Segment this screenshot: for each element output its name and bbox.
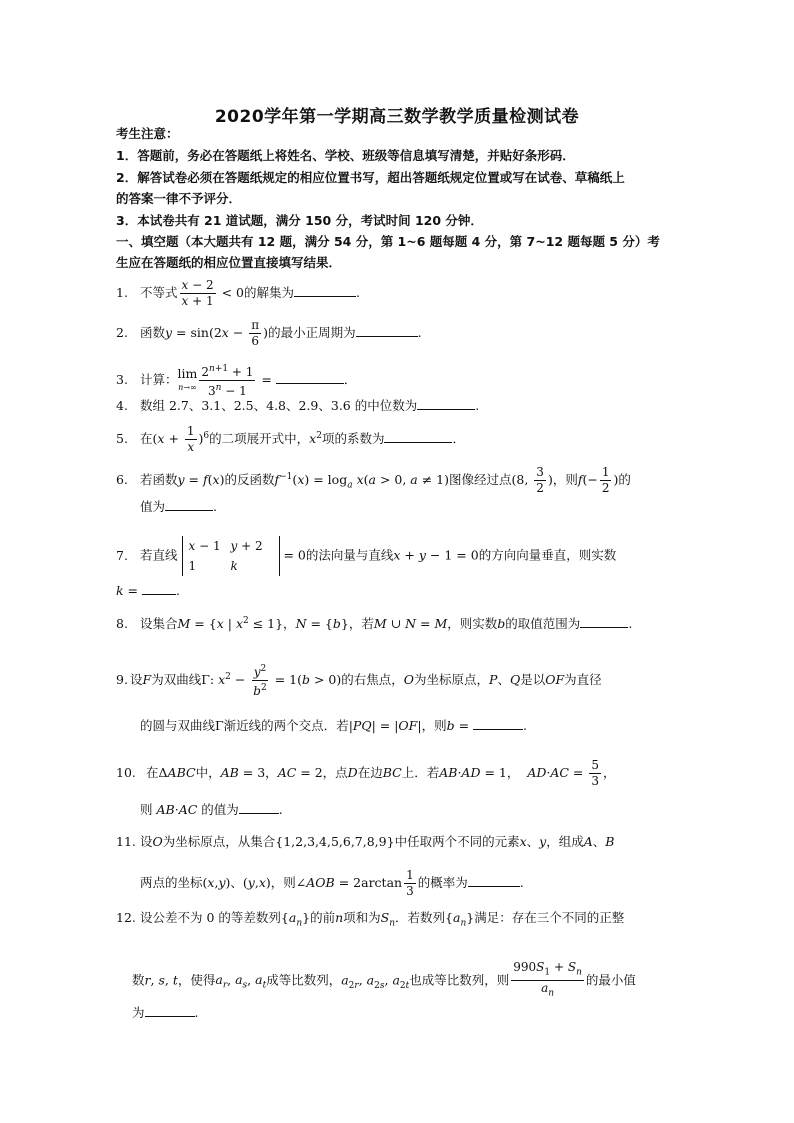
question-text: ，组成 — [546, 834, 584, 849]
question-text: 的最小正周期为 — [268, 325, 356, 340]
question-text: 的最小值 — [585, 972, 636, 988]
question-text: 上．若 — [401, 765, 440, 780]
notice-item-3: 3．本试卷共有 21 道试题，满分 150 分，考试时间 120 分钟． — [116, 213, 483, 228]
question-text: 为坐标原点，从集合 — [162, 834, 276, 849]
formula: $\frac{\pi}{6}$ — [251, 318, 260, 348]
question-text: ，则 — [552, 472, 578, 487]
formula: $\frac{1}{2}$ — [601, 465, 610, 495]
question-text: ．若数列 — [395, 910, 446, 925]
question-4: 4. 数组 2.7、3.1、2.5、4.8、2.9、3.6 的中位数为 . — [116, 396, 479, 416]
question-8: 8. 设集合M = {x | $x^2 \le 1$}，N = {b}，若M ∪ N = M，则实数b的取值范围为 . — [116, 611, 632, 634]
question-text: ，若 — [348, 616, 374, 632]
answer-blank[interactable] — [384, 429, 452, 443]
question-text: ，则 — [270, 875, 296, 890]
notice-item-1: 1．答题前，务必在答题纸上将姓名、学校、班级等信息填写清楚，并贴好条形码． — [116, 148, 575, 163]
question-number: 3. — [116, 372, 128, 387]
question-number: 12. — [116, 910, 136, 925]
answer-blank[interactable] — [294, 283, 356, 297]
question-text: 值为 — [140, 499, 166, 514]
question-text: 图像经过点 — [449, 472, 512, 487]
question-number: 1. — [116, 285, 128, 300]
question-12: 12. 设公差不为 0 的等差数列$\{a_n\}$的前n项和为$S_n$．若数列$\{a_n\}$满足：存在三个不同的正整 — [116, 910, 625, 929]
question-5: 5. 在(x + $\frac{1}{x}$ )$^6$的二项展开式中，$x^2$项的系数为 ． — [116, 424, 465, 454]
notice-heading: 考生注意： — [116, 126, 179, 141]
question-12-cont2: 为 . — [132, 1005, 199, 1020]
question-text: 若函数 — [140, 472, 178, 487]
formula: $\frac{x - 2}{x + 1}$ — [181, 278, 214, 308]
question-text: 也成等比数列，则 — [409, 972, 510, 988]
question-text: 的方向向量垂直，则实数 — [478, 547, 617, 563]
question-text: ，则 — [421, 718, 447, 733]
question-10-cont: 则 AB·AC 的值为 . — [140, 802, 283, 817]
question-text: ，点 — [322, 765, 348, 780]
answer-blank[interactable] — [142, 581, 176, 595]
question-text: 的右焦点， — [341, 672, 404, 687]
question-number: 7. — [116, 547, 128, 563]
question-text: 中， — [195, 765, 221, 780]
question-number: 11. — [116, 834, 136, 849]
question-number: 10. — [116, 765, 136, 780]
question-3: 3. 计算：lim n→∞ $\frac{2^{n+1} + 1}{3^n - 1}$ = ． — [116, 364, 357, 398]
formula: $\frac{3}{2}$ — [536, 465, 544, 495]
question-number: 2. — [116, 325, 128, 340]
answer-blank[interactable] — [165, 497, 213, 511]
question-text: 的反函数 — [224, 472, 275, 487]
question-text: 函数 — [140, 325, 166, 340]
notice-item-2: 2．解答试卷必须在答题纸规定的相应位置书写，超出答题纸规定位置或写在试卷、草稿纸上 — [116, 170, 625, 185]
question-text: 项和为 — [343, 910, 381, 925]
question-text: 项的系数为 — [321, 431, 385, 446]
formula: lim n→∞ — [177, 365, 198, 392]
formula: $\frac{5}{3}$ — [591, 758, 600, 788]
question-7: 7. 若直线 x − 1 y + 2 1 k = 0的法向量与直线x + y − 1 = 0的方向向量垂直，则实数 — [116, 536, 616, 576]
question-text: 数组 2.7、3.1、2.5、4.8、2.9、3.6 的中位数为 — [140, 398, 418, 413]
question-text: 计算： — [140, 372, 178, 387]
answer-blank[interactable] — [145, 1003, 195, 1017]
question-text: 中任取两个不同的元素 — [394, 834, 520, 849]
section1-line1: 一、填空题（本大题共有 12 题，满分 54 分，第 1~6 题每题 4 分，第 7~12 题每题 5 分）考 — [116, 234, 660, 249]
question-text: 满足：存在三个不同的正整 — [474, 910, 625, 925]
question-text: 设 — [140, 834, 153, 849]
question-text: 在 — [146, 765, 159, 780]
question-text: 的概率为 — [417, 875, 468, 890]
formula: $\frac{990S_1 + S_n}{a_n}$ — [513, 960, 582, 999]
question-text: 若直线 — [140, 547, 178, 563]
question-text: 为坐标原点， — [414, 672, 490, 687]
question-12-cont: 数r, s, t，使得$a_r$, $a_s$, $a_t$成等比数列，$a_{2r}$, $a_{2s}$, $a_{2t}$也成等比数列，则 $\frac{990S_1 + S_n}{a_n}$ 的最小值 — [132, 960, 636, 1002]
determinant: x − 1 y + 2 1 k — [182, 536, 280, 576]
question-text: 的二项展开式中， — [209, 431, 310, 446]
answer-blank[interactable] — [417, 396, 475, 410]
question-text: 的解集为 — [244, 285, 295, 300]
formula: $\frac{2^{n+1} + 1}{3^n - 1}$ — [201, 364, 254, 398]
question-text: ，使得 — [177, 972, 216, 988]
question-text: 是以 — [520, 672, 546, 687]
question-text: 设集合 — [140, 616, 178, 632]
question-text: 在 — [140, 431, 153, 446]
question-11: 11. 设O为坐标原点，从集合{1,2,3,4,5,6,7,8,9}中任取两个不同的元素x、y，组成A、B — [116, 832, 614, 852]
answer-blank[interactable] — [468, 873, 520, 887]
page-title: 2020学年第一学期高三数学教学质量检测试卷 — [214, 107, 580, 127]
answer-blank[interactable] — [239, 800, 279, 814]
section1-line2: 生应在答题纸的相应位置直接填写结果． — [116, 255, 342, 270]
question-9-cont: 的圆与双曲线Γ渐近线的两个交点．若|PQ| = |OF|，则b = . — [140, 718, 527, 733]
question-text: 不等式 — [140, 285, 178, 300]
question-text: 设 — [130, 672, 143, 687]
question-number: 8. — [116, 616, 128, 632]
question-1: 1. 不等式 $\frac{x - 2}{x + 1}$ < 0的解集为 . — [116, 278, 360, 308]
question-6: 6. 若函数y = f(x)的反函数$f^{-1}(x) = \log_a x(a > 0$, a ≠ 1)图像经过点(8, $\frac{3}{2}$ )，则f(− $\frac{1}{2}$ )的 — [116, 465, 631, 495]
answer-blank[interactable] — [356, 323, 418, 337]
question-10: 10. 在ΔABC中，AB = 3，AC = 2，点D在边BC上．若AB·AD = 1， AD·AC = $\frac{5}{3}$ ， — [116, 758, 616, 788]
question-text: 的值为 — [201, 802, 239, 817]
question-number: 5. — [116, 431, 128, 446]
question-6-cont: 值为 . — [140, 499, 217, 514]
question-2: 2. 函数y = sin(2x − $\frac{\pi}{6}$ )的最小正周期为 . — [116, 318, 422, 348]
question-text: 成等比数列， — [266, 972, 342, 988]
question-text: 的圆与双曲线Γ渐近线的两个交点．若 — [140, 718, 349, 733]
formula: $\frac{y^2}{b^2}$ — [253, 664, 267, 698]
question-number: 6. — [116, 472, 128, 487]
question-text: 设公差不为 0 的等差数列 — [140, 910, 281, 925]
notice-item-2-cont: 的答案一律不予评分． — [116, 191, 242, 206]
question-text: 的 — [618, 472, 631, 487]
question-number: 4. — [116, 398, 128, 413]
answer-blank[interactable] — [580, 614, 628, 628]
answer-blank[interactable] — [276, 370, 344, 384]
formula: $\frac{1}{3}$ — [406, 868, 414, 898]
question-text: 数 — [132, 972, 145, 988]
question-9: 9. 设F为双曲线Γ: $x^2$ − $\frac{y^2}{b^2}$ = 1(b > 0)的右焦点，O为坐标原点，P、Q是以OF为直径 — [116, 664, 602, 698]
question-text: 的前 — [310, 910, 336, 925]
question-text: 的法向量与直线 — [305, 547, 394, 563]
question-text: 在边 — [357, 765, 383, 780]
formula: $\frac{1}{x}$ — [186, 424, 195, 454]
question-7-cont: k = . — [116, 583, 180, 598]
question-text: ， — [265, 765, 278, 780]
answer-blank[interactable] — [473, 716, 523, 730]
question-text: ． — [343, 372, 357, 387]
question-text: 为 — [132, 1005, 145, 1020]
question-text: ，则实数 — [447, 616, 498, 632]
question-11-cont: 两点的坐标(x,y)、(y,x)，则∠AOB = 2arctan $\frac{1}{3}$ 的概率为 . — [140, 868, 524, 898]
question-text: 为双曲线 — [151, 672, 202, 687]
question-text: 的取值范围为 — [505, 616, 581, 632]
question-number: 9. — [116, 672, 128, 687]
question-text: 两点的坐标 — [140, 875, 203, 890]
question-text: 为直径 — [564, 672, 602, 687]
